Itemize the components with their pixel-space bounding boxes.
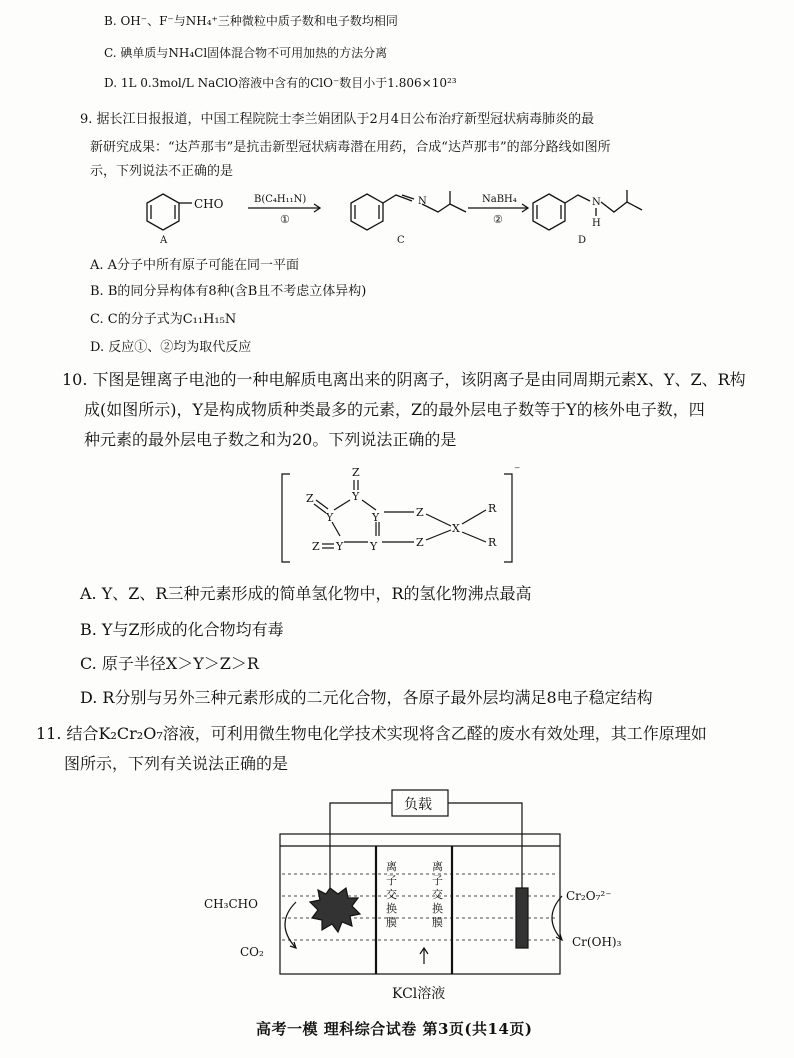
q9-stem-line-1: 9. 据长江日报报道，中国工程院院士李兰娟团队于2月4日公布治疗新型冠状病毒肺炎的最 [80,112,595,127]
compound-c-label: C [397,235,405,246]
svg-text:换: 换 [432,902,443,915]
kcl-solution-label: KCl溶液 [392,986,446,1002]
q8-option-d: D. 1L 0.3mol/L NaClO溶液中含有的ClO⁻数目小于1.806×10²³ [104,76,457,90]
q9-option-b: B. B的同分异构体有8种(含B且不考虑立体异构) [90,284,367,299]
cho-label: CHO [194,197,224,211]
q9-option-c: C. C的分子式为C₁₁H₁₅N [90,312,237,327]
benzene-ring-c [351,194,383,230]
left-bracket [282,474,290,562]
q10-stem-line-3: 种元素的最外层电子数之和为20。下列说法正确的是 [84,430,457,449]
q10-option-d: D. R分别与另外三种元素形成的二元化合物，各原子最外层均满足8电子稳定结构 [80,688,653,707]
q11-cell-diagram [200,784,640,1006]
q10-stem-line-2: 成(如图所示)，Y是构成物质种类最多的元素，Z的最外层电子数等于Y的核外电子数，四 [84,400,705,419]
svg-text:交: 交 [432,888,443,901]
cathode-plate [516,888,528,948]
q8-option-b: B. OH⁻、F⁻与NH₄⁺三种微粒中质子数和电子数均相同 [104,14,398,28]
ch3cho-label: CH₃CHO [204,897,258,911]
q11-stem-line-1: 11. 结合K₂Cr₂O₇溶液，可利用微生物电化学技术实现将含乙醛的废水有效处理，其工作原理如 [36,724,707,743]
q10-option-c: C. 原子半径X＞Y＞Z＞R [80,654,259,673]
q9-stem-line-2: 新研究成果：“达芦那韦”是抗击新型冠状病毒潜在用药，合成“达芦那韦”的部分路线如图所 [90,140,611,155]
atom-z-top: Z [352,466,360,479]
atom-y-bottom-left: Y [336,540,344,553]
atom-z-bottom: Z [312,540,320,553]
biofilm-anode [310,888,360,932]
croh3-label: Cr(OH)₃ [572,935,622,949]
page-footer: 高考一模 理科综合试卷 第3页(共14页) [256,1020,533,1038]
step-2-label: ② [493,213,503,226]
svg-text:子: 子 [386,874,397,887]
svg-text:子: 子 [432,874,443,887]
q10-stem-line-1: 10. 下图是锂离子电池的一种电解质电离出来的阴离子，该阴离子是由同周期元素X、Y、Z、R构 [62,370,746,389]
q10-anion-structure [276,460,526,570]
co2-label: CO₂ [240,945,264,959]
svg-text:膜: 膜 [386,916,397,929]
q9-stem-line-3: 示，下列说法不正确的是 [90,164,234,179]
q9-option-d: D. 反应①、②均为取代反应 [90,340,252,355]
nitrogen-label-d: N [592,197,601,208]
q11-stem-line-2: 图所示，下列有关说法正确的是 [64,754,289,773]
right-bracket [504,474,512,562]
nitrogen-label-c: N [418,196,427,207]
atom-x: X [452,522,460,535]
hydrogen-label-d: H [592,218,601,229]
svg-text:换: 换 [386,902,397,915]
svg-text:离: 离 [386,860,397,873]
membrane-left-label [386,860,397,929]
reagent-b-label: B(C₄H₁₁N) [254,194,307,205]
q10-option-b: B. Y与Z形成的化合物均有毒 [80,620,284,639]
atom-y-right: Y [372,511,380,524]
benzene-ring-a [147,194,179,230]
atom-y-bottom-right: Y [370,540,378,553]
atom-z-lower-chain: Z [416,536,424,549]
anion-charge: ⁻ [514,463,521,477]
atom-z-upper-chain: Z [416,506,424,519]
svg-text:离: 离 [432,860,443,873]
benzene-ring-d [533,194,565,230]
q9-synthesis-scheme [130,186,650,256]
compound-a-label: A [160,235,168,246]
atom-y-left: Y [326,511,334,524]
atom-r-bottom: R [488,536,497,549]
compound-d-label: D [578,235,587,246]
step-1-label: ① [280,213,290,226]
q9-option-a: A. A分子中所有原子可能在同一平面 [90,258,300,273]
svg-text:交: 交 [386,888,397,901]
atom-y-top: Y [352,490,360,503]
q8-option-c: C. 碘单质与NH₄Cl固体混合物不可用加热的方法分离 [104,46,388,60]
atom-r-top: R [488,502,497,515]
atom-z-left: Z [306,492,314,505]
load-label: 负载 [404,797,432,813]
cr2o7-label: Cr₂O₇²⁻ [566,889,612,903]
svg-text:膜: 膜 [432,916,443,929]
membrane-right-label [432,860,443,929]
q10-option-a: A. Y、Z、R三种元素形成的简单氢化物中，R的氢化物沸点最高 [80,584,532,603]
reagent-nabh4-label: NaBH₄ [482,194,517,205]
